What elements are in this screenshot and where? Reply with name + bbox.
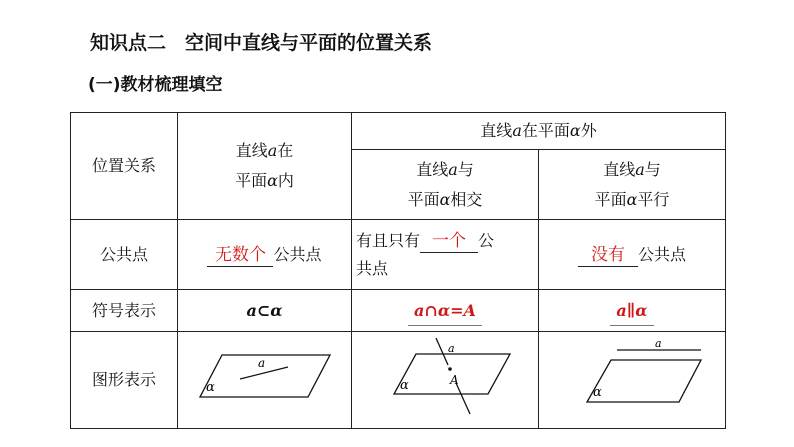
svg-text:a: a — [655, 340, 662, 350]
symbol-intersect: a∩α=A — [352, 290, 539, 332]
header-intersect: 直线a与 平面α相交 — [352, 150, 539, 220]
table-row — [71, 332, 726, 429]
header-relation: 位置关系 — [71, 113, 178, 220]
cell-common-in-plane: 无数个 公共点 — [178, 220, 352, 290]
symbol-in-plane: a⊂α — [178, 290, 352, 332]
cell-common-parallel: 没有 公共点 — [539, 220, 726, 290]
figure-parallel — [539, 332, 726, 429]
table-row — [71, 290, 726, 332]
svg-text:a: a — [257, 356, 265, 370]
row-label-symbol: 符号表示 — [71, 290, 178, 332]
line-intersect-plane-diagram — [370, 332, 520, 418]
svg-text:α: α — [593, 385, 602, 400]
svg-text:a: a — [448, 342, 455, 355]
header-in-plane: 直线a在 平面α内 — [178, 113, 352, 220]
figure-intersect — [352, 332, 539, 429]
answer-none: 没有 — [590, 244, 625, 265]
svg-text:α: α — [205, 380, 215, 395]
row-label-common-points: 公共点 — [71, 220, 178, 290]
line-parallel-plane-diagram — [557, 340, 707, 410]
svg-text:A: A — [450, 373, 459, 387]
relation-table — [70, 112, 726, 429]
line-in-plane-diagram — [190, 345, 340, 405]
table-row — [71, 113, 726, 150]
figure-in-plane — [178, 332, 352, 429]
svg-text:α: α — [400, 378, 409, 393]
answer-infinite: 无数个 — [214, 244, 266, 265]
row-label-figure: 图形表示 — [71, 332, 178, 429]
section-subtitle: (一)教材梳理填空 — [88, 75, 223, 95]
symbol-parallel: a∥α — [539, 290, 726, 332]
header-parallel: 直线a与 平面α平行 — [539, 150, 726, 220]
cell-common-intersect: 有且只有 一个 公 共点 — [352, 220, 539, 290]
header-outside-plane: 直线a在平面α外 — [352, 113, 726, 150]
section-title: 知识点二 空间中直线与平面的位置关系 — [90, 32, 433, 54]
table-row — [71, 220, 726, 290]
answer-one: 一个 — [432, 230, 467, 251]
